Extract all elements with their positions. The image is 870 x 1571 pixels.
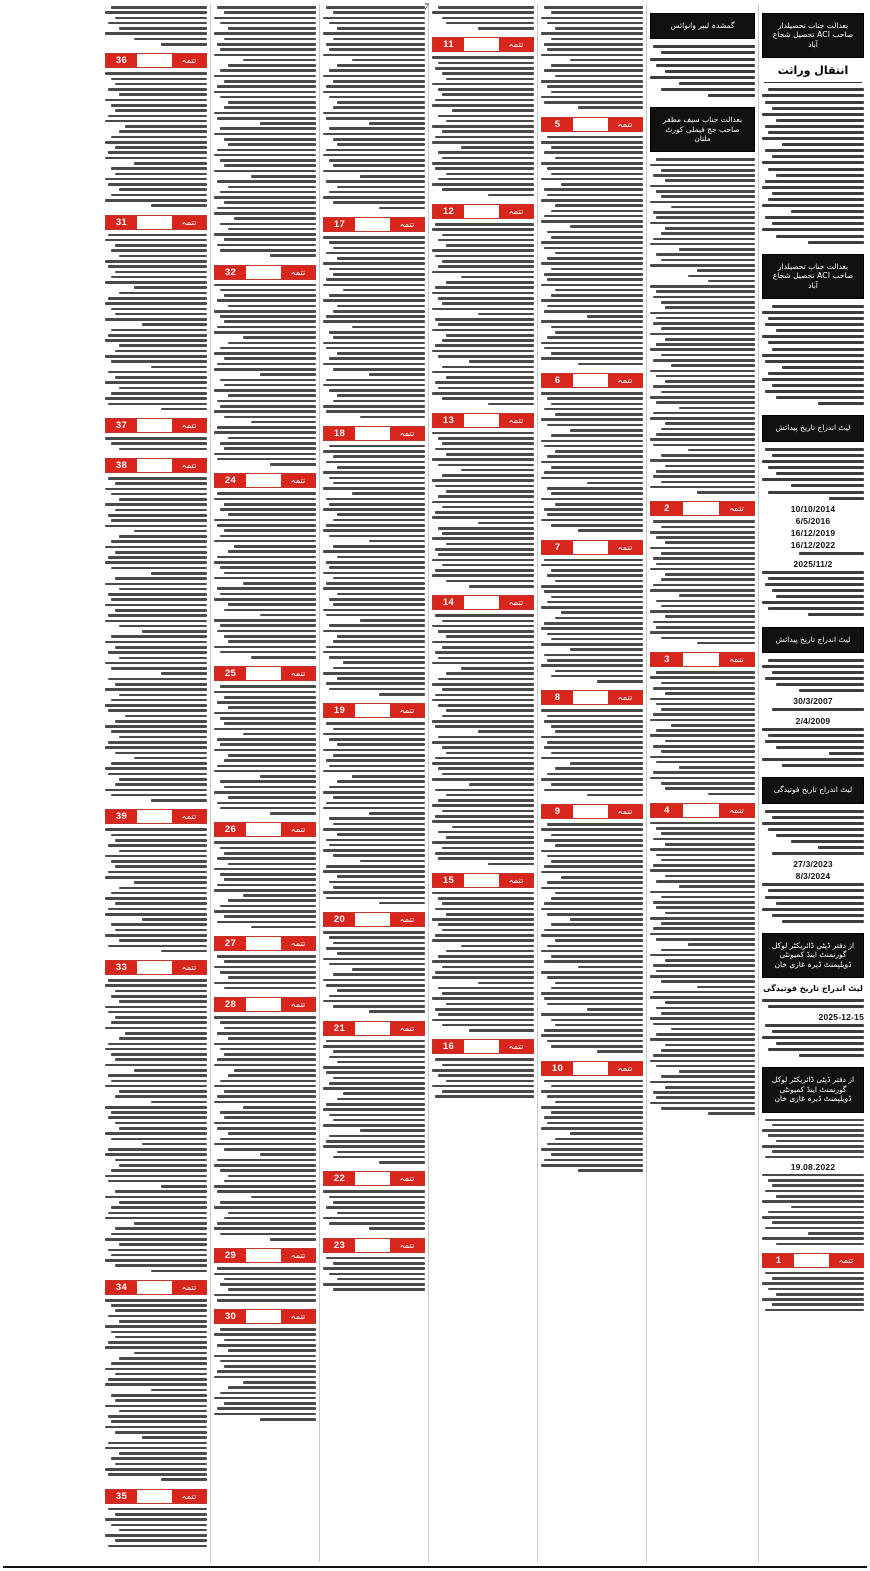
badge-gap bbox=[464, 596, 499, 609]
news-column-2 bbox=[211, 4, 320, 1562]
court-banner-label: بعدالت جناب سیف مظفر صاحب جج فیملی کورٹ ملتان bbox=[662, 115, 743, 143]
continuation-badge[interactable] bbox=[214, 822, 316, 837]
continuation-badge[interactable] bbox=[432, 413, 534, 428]
notice-body bbox=[762, 448, 864, 503]
badge-continuation-label: تتمہ bbox=[390, 1022, 424, 1035]
badge-number: 19 bbox=[324, 704, 355, 717]
news-body bbox=[432, 432, 534, 590]
news-body bbox=[541, 136, 643, 368]
continuation-badge[interactable] bbox=[105, 809, 207, 824]
continuation-badge[interactable] bbox=[762, 1253, 864, 1268]
page-number: 7 bbox=[424, 2, 429, 12]
badge-gap bbox=[464, 205, 499, 218]
badge-gap bbox=[355, 1172, 390, 1185]
notice-banner bbox=[762, 13, 864, 58]
notice-banner-label: از دفتر ڈپٹی ڈائریکٹر لوکل گورنمنٹ اینڈ کمیونٹی ڈویلپمنٹ ڈیرہ غازی خان bbox=[771, 1075, 855, 1104]
continuation-badge[interactable] bbox=[432, 873, 534, 888]
news-body bbox=[541, 559, 643, 686]
notice-banner-label: لیٹ اندراج تاریخ پیدائش bbox=[775, 634, 851, 644]
badge-gap bbox=[246, 266, 281, 279]
news-body bbox=[214, 841, 316, 931]
continuation-badge[interactable] bbox=[105, 458, 207, 473]
notice-body bbox=[762, 1024, 864, 1061]
badge-continuation-label: تتمہ bbox=[281, 667, 315, 680]
badge-gap bbox=[573, 691, 608, 704]
news-body bbox=[432, 6, 534, 32]
badge-number: 9 bbox=[542, 805, 573, 818]
badge-number: 8 bbox=[542, 691, 573, 704]
badge-gap bbox=[573, 374, 608, 387]
notice-date: 30/3/2007 bbox=[793, 696, 833, 707]
badge-gap bbox=[355, 1022, 390, 1035]
badge-gap bbox=[246, 998, 281, 1011]
news-body bbox=[432, 614, 534, 868]
news-body bbox=[323, 1040, 425, 1167]
notice-body bbox=[762, 728, 864, 771]
continuation-badge[interactable] bbox=[541, 804, 643, 819]
badge-continuation-label: تتمہ bbox=[172, 459, 206, 472]
badge-continuation-label: تتمہ bbox=[608, 541, 642, 554]
notice-body bbox=[762, 552, 864, 558]
news-body bbox=[105, 1299, 207, 1484]
continuation-badge[interactable] bbox=[541, 690, 643, 705]
badge-gap bbox=[137, 961, 172, 974]
news-body bbox=[650, 520, 755, 647]
badge-gap bbox=[137, 216, 172, 229]
badge-continuation-label: تتمہ bbox=[390, 218, 424, 231]
badge-continuation-label: تتمہ bbox=[390, 427, 424, 440]
badge-gap bbox=[246, 667, 281, 680]
news-body bbox=[105, 979, 207, 1275]
badge-gap bbox=[246, 1249, 281, 1262]
continuation-badge[interactable] bbox=[432, 37, 534, 52]
badge-number: 24 bbox=[215, 474, 246, 487]
news-column-1 bbox=[102, 4, 211, 1562]
notice-date: 8/3/2024 bbox=[795, 871, 831, 882]
continuation-badge[interactable] bbox=[432, 204, 534, 219]
news-body bbox=[105, 234, 207, 414]
continuation-badge[interactable] bbox=[432, 1039, 534, 1054]
badge-gap bbox=[573, 805, 608, 818]
news-body bbox=[105, 437, 207, 453]
badge-continuation-label: تتمہ bbox=[281, 1310, 315, 1323]
badge-number: 17 bbox=[324, 218, 355, 231]
badge-number: 25 bbox=[215, 667, 246, 680]
badge-continuation-label: تتمہ bbox=[172, 419, 206, 432]
badge-number: 10 bbox=[542, 1062, 573, 1075]
news-body bbox=[214, 284, 316, 469]
badge-gap bbox=[355, 704, 390, 717]
news-body bbox=[214, 685, 316, 817]
badge-number: 27 bbox=[215, 937, 246, 950]
badge-number: 29 bbox=[215, 1249, 246, 1262]
news-body bbox=[105, 477, 207, 804]
badge-number: 3 bbox=[651, 653, 683, 666]
badge-gap bbox=[464, 874, 499, 887]
news-body bbox=[214, 1328, 316, 1423]
continuation-badge[interactable] bbox=[323, 1021, 425, 1036]
news-body bbox=[432, 1058, 534, 1100]
news-body bbox=[432, 223, 534, 408]
notice-date: 16/12/2022 bbox=[790, 539, 836, 550]
notice-body bbox=[762, 88, 864, 246]
news-body bbox=[323, 931, 425, 1016]
badge-number: 26 bbox=[215, 823, 246, 836]
badge-continuation-label: تتمہ bbox=[281, 937, 315, 950]
court-body bbox=[650, 45, 755, 100]
court-signature bbox=[650, 275, 755, 286]
badge-continuation-label: تتمہ bbox=[608, 118, 642, 131]
continuation-badge[interactable] bbox=[105, 1280, 207, 1295]
continuation-badge[interactable] bbox=[323, 1171, 425, 1186]
news-body bbox=[650, 822, 755, 1118]
court-notices-column bbox=[647, 4, 759, 1562]
badge-gap bbox=[137, 810, 172, 823]
news-body bbox=[762, 1272, 864, 1314]
badge-number: 30 bbox=[215, 1310, 246, 1323]
notice-banner bbox=[762, 627, 864, 653]
notices-column bbox=[759, 4, 867, 1562]
news-body bbox=[323, 1257, 425, 1294]
badge-number: 23 bbox=[324, 1239, 355, 1252]
notice-body bbox=[762, 883, 864, 926]
continuation-badge[interactable] bbox=[323, 217, 425, 232]
news-column-5 bbox=[538, 4, 647, 1562]
badge-continuation-label: تتمہ bbox=[719, 653, 754, 666]
badge-continuation-label: تتمہ bbox=[499, 1040, 533, 1053]
continuation-badge[interactable] bbox=[323, 912, 425, 927]
badge-continuation-label: تتمہ bbox=[608, 374, 642, 387]
notice-banner bbox=[762, 933, 864, 978]
badge-continuation-label: تتمہ bbox=[390, 1239, 424, 1252]
badge-continuation-label: تتمہ bbox=[608, 805, 642, 818]
news-column-4 bbox=[429, 4, 538, 1562]
divider bbox=[764, 82, 862, 83]
badge-gap bbox=[246, 1310, 281, 1323]
continuation-badge[interactable] bbox=[214, 1309, 316, 1324]
badge-gap bbox=[355, 1239, 390, 1252]
badge-number: 12 bbox=[433, 205, 464, 218]
news-body bbox=[541, 709, 643, 799]
continuation-badge[interactable] bbox=[323, 1238, 425, 1253]
badge-gap bbox=[137, 419, 172, 432]
badge-continuation-label: تتمہ bbox=[281, 474, 315, 487]
notice-body bbox=[762, 659, 864, 696]
badge-number: 22 bbox=[324, 1172, 355, 1185]
badge-continuation-label: تتمہ bbox=[499, 414, 533, 427]
badge-number: 2 bbox=[651, 502, 683, 515]
news-body bbox=[105, 6, 207, 48]
badge-continuation-label: تتمہ bbox=[172, 1490, 206, 1503]
notice-banner-label: بعدالت جناب تحصیلدار صاحب ACI تحصیل شجاع آباد bbox=[772, 21, 854, 49]
notice-date: 27/3/2023 bbox=[793, 859, 833, 870]
continuation-badge[interactable] bbox=[541, 373, 643, 388]
news-body bbox=[650, 285, 755, 496]
badge-number: 1 bbox=[763, 1254, 794, 1267]
badge-continuation-label: تتمہ bbox=[390, 1172, 424, 1185]
continuation-badge[interactable] bbox=[323, 426, 425, 441]
continuation-badge[interactable] bbox=[650, 803, 755, 818]
badge-number: 13 bbox=[433, 414, 464, 427]
continuation-badge[interactable] bbox=[432, 595, 534, 610]
badge-number: 35 bbox=[106, 1490, 137, 1503]
badge-number: 21 bbox=[324, 1022, 355, 1035]
continuation-badge[interactable] bbox=[323, 703, 425, 718]
notice-date: 2025/11/2 bbox=[793, 558, 833, 569]
badge-continuation-label: تتمہ bbox=[499, 38, 533, 51]
badge-number: 11 bbox=[433, 38, 464, 51]
continuation-badge[interactable] bbox=[650, 501, 755, 516]
badge-gap bbox=[464, 414, 499, 427]
badge-number: 36 bbox=[106, 54, 137, 67]
notice-banner-label: لیٹ اندراج تاریخ پیدائش bbox=[775, 423, 851, 433]
notice-banner bbox=[762, 415, 864, 441]
continuation-badge[interactable] bbox=[105, 53, 207, 68]
continuation-badge[interactable] bbox=[214, 473, 316, 488]
badge-gap bbox=[794, 1254, 829, 1267]
notice-heading: لیٹ اندراج تاریخ فوتیدگی bbox=[763, 984, 863, 994]
notice-date: 2/4/2009 bbox=[795, 715, 831, 726]
continuation-badge[interactable] bbox=[650, 652, 755, 667]
badge-continuation-label: تتمہ bbox=[499, 205, 533, 218]
notice-heading: انتقال وراثت bbox=[777, 64, 849, 78]
badge-gap bbox=[246, 823, 281, 836]
badge-gap bbox=[464, 1040, 499, 1053]
notice-body bbox=[762, 1119, 864, 1161]
badge-number: 31 bbox=[106, 216, 137, 229]
continuation-badge[interactable] bbox=[105, 418, 207, 433]
notice-banner bbox=[762, 1067, 864, 1112]
badge-number: 14 bbox=[433, 596, 464, 609]
court-banner-label: گمشدہ لیبر وانوائس bbox=[670, 21, 735, 30]
badge-number: 38 bbox=[106, 459, 137, 472]
badge-gap bbox=[573, 118, 608, 131]
news-body bbox=[105, 828, 207, 955]
badge-number: 16 bbox=[433, 1040, 464, 1053]
news-body bbox=[541, 1080, 643, 1175]
badge-gap bbox=[246, 474, 281, 487]
news-body bbox=[214, 492, 316, 661]
news-body bbox=[432, 56, 534, 199]
continuation-badge[interactable] bbox=[105, 215, 207, 230]
column-container bbox=[3, 4, 867, 1566]
notice-banner bbox=[762, 777, 864, 803]
badge-number: 18 bbox=[324, 427, 355, 440]
badge-gap bbox=[137, 54, 172, 67]
badge-number: 37 bbox=[106, 419, 137, 432]
notice-banner-label: لیٹ اندراج تاریخ فوتیدگی bbox=[773, 785, 853, 795]
badge-continuation-label: تتمہ bbox=[390, 704, 424, 717]
badge-number: 34 bbox=[106, 1281, 137, 1294]
news-body bbox=[105, 1508, 207, 1550]
badge-gap bbox=[355, 218, 390, 231]
badge-gap bbox=[683, 653, 719, 666]
badge-gap bbox=[137, 1281, 172, 1294]
continuation-badge[interactable] bbox=[541, 1061, 643, 1076]
badge-gap bbox=[573, 541, 608, 554]
news-body bbox=[323, 722, 425, 907]
news-body bbox=[541, 6, 643, 112]
badge-gap bbox=[137, 459, 172, 472]
badge-number: 33 bbox=[106, 961, 137, 974]
notice-body bbox=[762, 999, 864, 1011]
notice-banner-label: بعدالت جناب تحصیلدار صاحب ACI تحصیل شجاع آباد bbox=[772, 261, 854, 290]
news-body bbox=[432, 892, 534, 1035]
badge-continuation-label: تتمہ bbox=[390, 913, 424, 926]
badge-number: 4 bbox=[651, 804, 683, 817]
news-body bbox=[650, 671, 755, 798]
continuation-badge[interactable] bbox=[214, 997, 316, 1012]
badge-continuation-label: تتمہ bbox=[281, 266, 315, 279]
news-body bbox=[214, 6, 316, 260]
badge-continuation-label: تتمہ bbox=[281, 1249, 315, 1262]
notice-date: 6/5/2016 bbox=[795, 515, 831, 526]
notice-date: 2025-12-15 bbox=[818, 1011, 864, 1022]
news-column-3 bbox=[320, 4, 429, 1562]
page-bottom-rule bbox=[3, 1566, 867, 1568]
news-body bbox=[323, 236, 425, 421]
news-body bbox=[541, 392, 643, 535]
news-body bbox=[323, 1190, 425, 1232]
badge-gap bbox=[355, 913, 390, 926]
notice-date: 10/10/2014 bbox=[790, 503, 836, 514]
badge-gap bbox=[137, 1490, 172, 1503]
badge-continuation-label: تتمہ bbox=[499, 596, 533, 609]
badge-number: 32 bbox=[215, 266, 246, 279]
badge-continuation-label: تتمہ bbox=[172, 54, 206, 67]
news-body bbox=[214, 955, 316, 992]
badge-continuation-label: تتمہ bbox=[719, 804, 754, 817]
badge-gap bbox=[683, 502, 719, 515]
notice-body bbox=[762, 305, 864, 409]
continuation-badge[interactable] bbox=[214, 265, 316, 280]
badge-continuation-label: تتمہ bbox=[608, 1062, 642, 1075]
badge-continuation-label: تتمہ bbox=[172, 810, 206, 823]
badge-gap bbox=[683, 804, 719, 817]
badge-number: 39 bbox=[106, 810, 137, 823]
badge-continuation-label: تتمہ bbox=[499, 874, 533, 887]
badge-continuation-label: تتمہ bbox=[281, 998, 315, 1011]
badge-continuation-label: تتمہ bbox=[172, 1281, 206, 1294]
notice-date: 16/12/2019 bbox=[790, 527, 836, 538]
badge-number: 15 bbox=[433, 874, 464, 887]
continuation-badge[interactable] bbox=[105, 960, 207, 975]
court-body bbox=[650, 158, 755, 274]
news-body bbox=[541, 823, 643, 1055]
badge-gap bbox=[355, 427, 390, 440]
court-banner bbox=[650, 13, 755, 39]
notice-banner bbox=[762, 254, 864, 299]
notice-body bbox=[762, 810, 864, 859]
court-banner bbox=[650, 107, 755, 152]
badge-gap bbox=[464, 38, 499, 51]
notice-body bbox=[762, 1174, 864, 1248]
badge-continuation-label: تتمہ bbox=[172, 216, 206, 229]
news-body bbox=[323, 6, 425, 212]
badge-continuation-label: تتمہ bbox=[829, 1254, 863, 1267]
news-body bbox=[323, 445, 425, 699]
news-body bbox=[214, 1016, 316, 1243]
notice-date: 19.08.2022 bbox=[790, 1161, 836, 1172]
news-body bbox=[214, 1267, 316, 1304]
continuation-badge[interactable] bbox=[541, 117, 643, 132]
notice-banner-label: از دفتر ڈپٹی ڈائریکٹر لوکل گورنمنٹ اینڈ کمیونٹی ڈویلپمنٹ ڈیرہ غازی خان bbox=[771, 941, 855, 969]
badge-number: 7 bbox=[542, 541, 573, 554]
badge-gap bbox=[246, 937, 281, 950]
badge-gap bbox=[573, 1062, 608, 1075]
continuation-badge[interactable] bbox=[214, 666, 316, 681]
notice-body bbox=[762, 708, 864, 714]
notice-body bbox=[762, 571, 864, 620]
badge-number: 5 bbox=[542, 118, 573, 131]
badge-number: 20 bbox=[324, 913, 355, 926]
continuation-badge[interactable] bbox=[541, 540, 643, 555]
badge-continuation-label: تتمہ bbox=[608, 691, 642, 704]
continuation-badge[interactable] bbox=[105, 1489, 207, 1504]
badge-continuation-label: تتمہ bbox=[719, 502, 754, 515]
continuation-badge[interactable] bbox=[214, 936, 316, 951]
badge-continuation-label: تتمہ bbox=[172, 961, 206, 974]
continuation-badge[interactable] bbox=[214, 1248, 316, 1263]
badge-number: 28 bbox=[215, 998, 246, 1011]
news-body bbox=[105, 72, 207, 209]
badge-number: 6 bbox=[542, 374, 573, 387]
badge-continuation-label: تتمہ bbox=[281, 823, 315, 836]
